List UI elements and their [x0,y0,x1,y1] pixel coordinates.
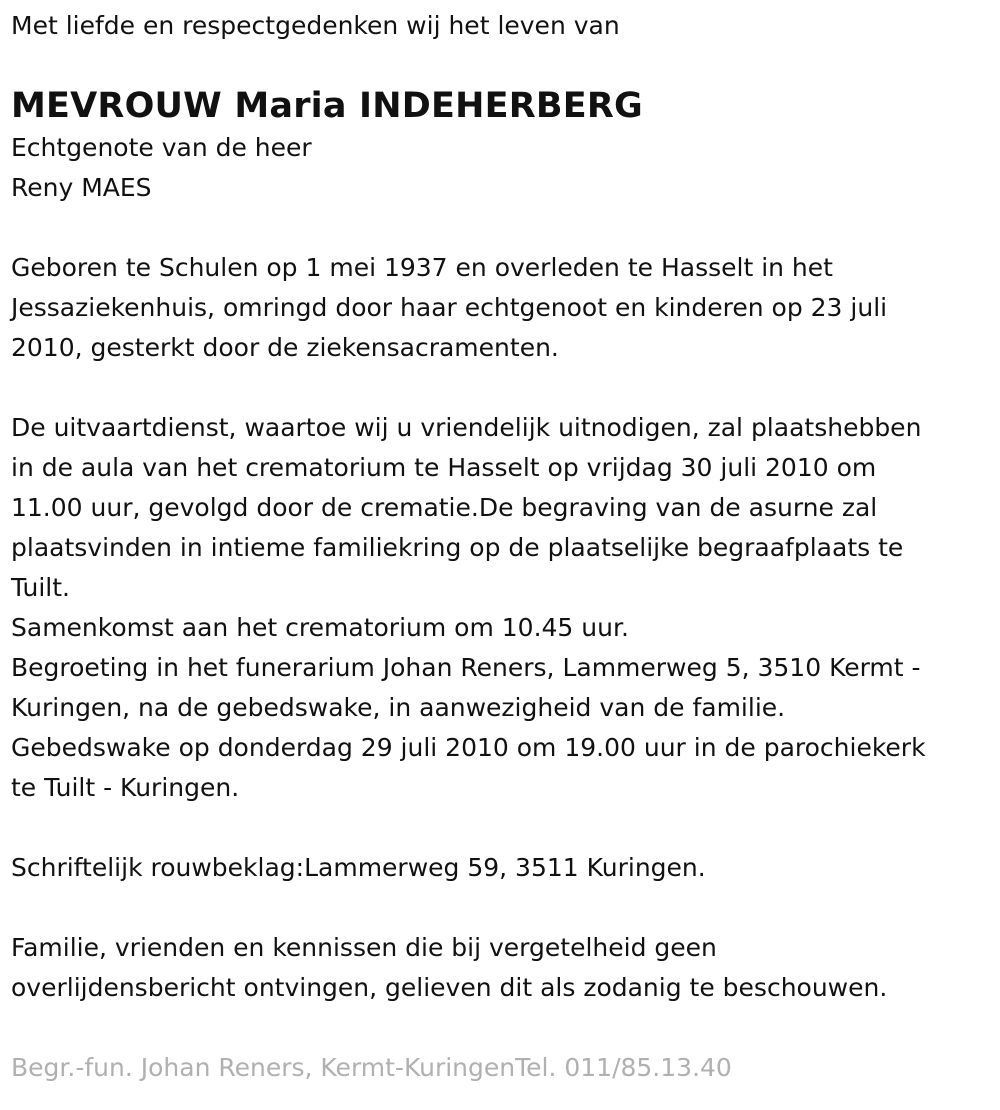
service-line: Begroeting in het funerarium Johan Reners, Lammerweg 5, 3510 Kermt - [11,653,921,682]
service-paragraph [11,408,988,808]
service-line: Tuilt. [11,573,70,602]
spouse-line-2: Reny MAES [11,173,152,202]
service-line: in de aula van het crematorium te Hasselt op vrijdag 30 juli 2010 om [11,453,877,482]
family-note-line: overlijdensbericht ontvingen, gelieven dit als zodanig te beschouwen. [11,973,888,1002]
service-line: Kuringen, na de gebedswake, in aanwezigheid van de familie. [11,693,786,722]
birth-death-line: Geboren te Schulen op 1 mei 1937 en overleden te Hasselt in het [11,253,833,282]
service-line: Gebedswake op donderdag 29 juli 2010 om 19.00 uur in de parochiekerk [11,733,926,762]
funeral-home-footer: Begr.-fun. Johan Reners, Kermt-KuringenTel. 011/85.13.40 [11,1053,732,1082]
service-line: plaatsvinden in intieme familiekring op de plaatselijke begraafplaats te [11,533,904,562]
service-line: 11.00 uur, gevolgd door de crematie.De begraving van de asurne zal [11,493,878,522]
birth-death-line: 2010, gesterkt door de ziekensacramenten. [11,333,559,362]
service-line: te Tuilt - Kuringen. [11,773,240,802]
service-line: Samenkomst aan het crematorium om 10.45 uur. [11,613,629,642]
family-note-line: Familie, vrienden en kennissen die bij vergetelheid geen [11,933,717,962]
spouse-line-1: Echtgenote van de heer [11,133,312,162]
birth-death-paragraph [11,248,988,368]
service-line: De uitvaartdienst, waartoe wij u vriendelijk uitnodigen, zal plaatshebben [11,413,922,442]
spouse-block [11,128,988,208]
family-note-paragraph [11,928,988,1008]
birth-death-line: Jessaziekenhuis, omringd door haar echtgenoot en kinderen op 23 juli [11,293,888,322]
deceased-name: MEVROUW Maria INDEHERBERG [11,86,643,126]
intro-text: Met liefde en respectgedenken wij het leven van [11,11,620,40]
condolences-address: Schriftelijk rouwbeklag:Lammerweg 59, 3511 Kuringen. [11,853,706,882]
